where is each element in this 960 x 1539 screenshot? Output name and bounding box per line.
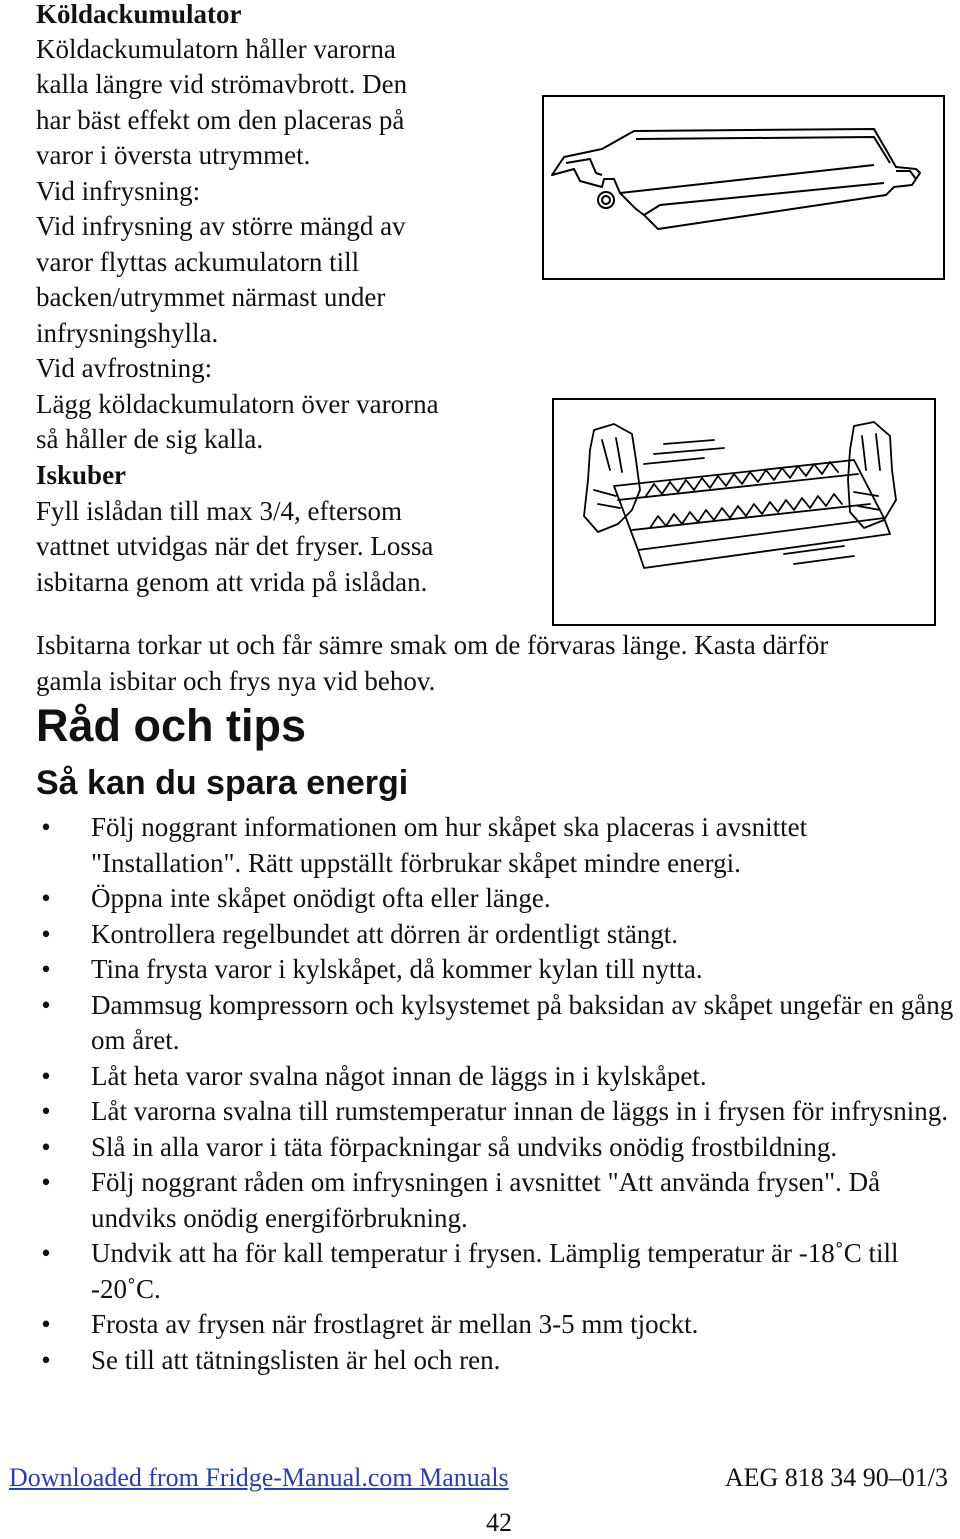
section-heading-koldackumulator: Köldackumulator xyxy=(36,0,242,29)
list-item-text: Kontrollera regelbundet att dörren är ordentligt stängt. xyxy=(91,918,679,949)
list-item-text: Följ noggrant råden om infrysningen i avsnittet "Att använda frysen". Då undviks onödig energiförbrukning. xyxy=(91,1167,881,1233)
bullet-icon: • xyxy=(41,1131,51,1162)
paragraph-line: varor flyttas ackumulatorn till xyxy=(36,247,360,277)
ice-tray-drawing xyxy=(554,400,934,624)
paragraph-line: varor i översta utrymmet. xyxy=(36,140,311,170)
list-item-text: Dammsug kompressorn och kylsystemet på baksidan av skåpet ungefär en gång om året. xyxy=(91,989,954,1055)
cold-accumulator-drawing xyxy=(544,97,943,278)
bullet-icon: • xyxy=(41,989,51,1020)
section-subtitle: Så kan du spara energi xyxy=(36,764,409,802)
bullet-icon: • xyxy=(41,1096,51,1126)
footer-download-link[interactable]: Downloaded from Fridge-Manual.com Manuals xyxy=(9,1463,509,1492)
list-item xyxy=(36,1130,956,1166)
list-item-text: Se till att tätningslisten är hel och ren. xyxy=(91,1344,501,1375)
paragraph-line: Lägg köldackumulatorn över varorna xyxy=(36,389,439,419)
bullet-icon: • xyxy=(41,1238,51,1268)
paragraph-line: kalla längre vid strömavbrott. Den xyxy=(36,69,408,99)
list-item xyxy=(36,881,956,917)
cold-accumulator-illustration xyxy=(542,95,945,280)
paragraph-line: vattnet utvidgas när det fryser. Lossa xyxy=(36,531,434,561)
bullet-icon: • xyxy=(41,883,51,913)
document-code: AEG 818 34 90–01/3 xyxy=(724,1463,948,1492)
bullet-icon: • xyxy=(41,1060,51,1091)
paragraph-line: har bäst effekt om den placeras på xyxy=(36,105,405,135)
list-item xyxy=(36,1307,956,1343)
list-item-text: Tina frysta varor i kylskåpet, då kommer kylan till nytta. xyxy=(91,954,703,984)
list-item xyxy=(36,1343,956,1379)
paragraph-line: Fyll islådan till max 3/4, eftersom xyxy=(36,496,402,526)
paragraph-line: Isbitarna torkar ut och får sämre smak om de förvaras länge. Kasta därför xyxy=(36,630,829,660)
page-number: 42 xyxy=(486,1508,512,1537)
paragraph-line: så håller de sig kalla. xyxy=(36,424,264,454)
bullet-icon: • xyxy=(41,1309,51,1339)
paragraph-line: Vid avfrostning: xyxy=(36,353,213,383)
bullet-icon: • xyxy=(41,1167,51,1197)
list-item-text: Slå in alla varor i täta förpackningar så undviks onödig frostbildning. xyxy=(91,1131,838,1162)
list-item xyxy=(36,988,956,1059)
paragraph-line: isbitarna genom att vrida på islådan. xyxy=(36,567,428,597)
ice-tray-illustration xyxy=(552,398,936,626)
list-item-text: Frosta av frysen när frostlagret är mellan 3-5 mm tjockt. xyxy=(91,1309,699,1339)
list-item-text: Öppna inte skåpet onödigt ofta eller länge. xyxy=(91,883,551,913)
bullet-icon: • xyxy=(41,1344,51,1375)
list-item xyxy=(36,1165,956,1236)
section-heading-iskuber: Iskuber xyxy=(36,460,127,490)
paragraph-line: infrysningshylla. xyxy=(36,318,219,348)
list-item-text: Låt heta varor svalna något innan de läggs in i kylskåpet. xyxy=(91,1060,707,1091)
bullet-icon: • xyxy=(41,918,51,949)
paragraph-line: Köldackumulatorn håller varorna xyxy=(36,34,396,64)
page-title: Råd och tips xyxy=(36,700,307,751)
paragraph-line: backen/utrymmet närmast under xyxy=(36,282,386,312)
list-item-text: Låt varorna svalna till rumstemperatur innan de läggs in i frysen för infrysning. xyxy=(91,1096,949,1126)
list-item-text: Följ noggrant informationen om hur skåpet ska placeras i avsnittet "Installation". Rätt uppställt förbrukar skåpet mindre energi. xyxy=(91,812,808,878)
paragraph-line: Vid infrysning: xyxy=(36,176,201,206)
list-item xyxy=(36,1059,956,1095)
list-item xyxy=(36,810,956,881)
paragraph-line: gamla isbitar och frys nya vid behov. xyxy=(36,666,436,696)
list-item xyxy=(36,1236,956,1307)
list-item xyxy=(36,952,956,988)
paragraph-line: Vid infrysning av större mängd av xyxy=(36,211,406,241)
list-item-text: Undvik att ha för kall temperatur i frysen. Lämplig temperatur är -18˚C till -20˚C. xyxy=(91,1238,899,1304)
list-item xyxy=(36,1094,956,1130)
list-item xyxy=(36,917,956,953)
energy-tips-list xyxy=(36,810,956,1378)
bullet-icon: • xyxy=(41,954,51,984)
bullet-icon: • xyxy=(41,812,51,842)
